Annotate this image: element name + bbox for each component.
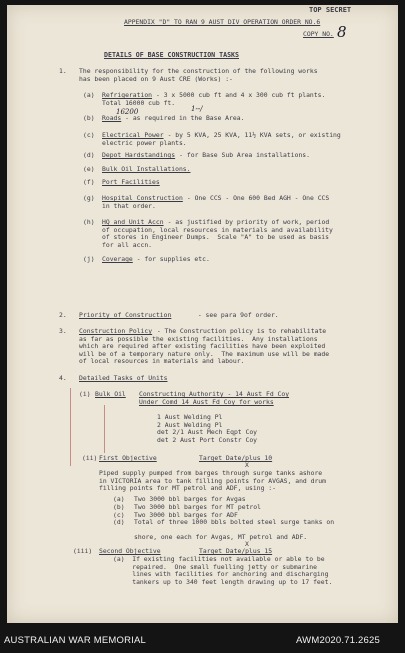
sub-ii-heading: First Objective	[99, 454, 157, 462]
item-letter: (c)	[83, 131, 95, 139]
item-text: - as justified by priority of work, period	[163, 218, 330, 226]
para-1-intro-2: has been placed on 9 Aust CRE (Works) :-	[79, 75, 233, 83]
handwritten-total: 16200	[116, 108, 139, 116]
sub-ii-line: Piped supply pumped from barges through surge tanks ashore	[99, 469, 323, 477]
item-heading: Bulk Oil Installations.	[102, 165, 191, 173]
footer-bar	[0, 628, 405, 653]
para-3-heading: Construction Policy	[79, 327, 153, 335]
document-title: DETAILS OF BASE CONSTRUCTION TASKS	[104, 51, 239, 59]
para-2-text: - see para 9of order.	[194, 311, 279, 319]
sub-iii-number: (iii)	[73, 547, 93, 555]
unit-item: 2 Aust Welding Pl	[157, 420, 223, 429]
barge-text: Two 3000 bbl barges for ADF	[134, 510, 238, 519]
item-heading: Port Facilities	[102, 178, 160, 186]
barge-text: Two 3000 bbl barges for Avgas	[134, 495, 246, 503]
para-2-number: 2.	[59, 311, 67, 319]
item-letter: (d)	[83, 151, 95, 159]
item-text: for all accn.	[102, 240, 153, 249]
unit-item: det 2 Aust Port Constr Coy	[157, 435, 258, 444]
sub-iii-mark: X	[245, 540, 249, 548]
item-letter: (h)	[83, 218, 95, 226]
sub-ii-target: Target Date/plus 10	[199, 454, 273, 462]
sub-i-heading: Bulk Oil	[95, 390, 126, 398]
item-text: - by 5 KVA, 25 KVA, 11½ KVA sets, or existing	[163, 131, 341, 139]
item-letter: (b)	[83, 114, 95, 122]
item-letter: (f)	[83, 178, 95, 186]
barge-d-continued: shore, one each for Avgas, MT petrol and ADF.	[134, 533, 308, 541]
item-text: of stores in Engineer Dumps. Scale "A" to be used as basis	[102, 233, 330, 242]
barge-letter: (c)	[113, 510, 125, 519]
sub-iii-line: (a) If existing facilities not available or able to be	[113, 555, 325, 563]
item-text: - One CCS - One 600 Bed AGH - One CCS	[183, 194, 330, 202]
item-heading: Refrigeration	[102, 91, 153, 99]
classification-label: TOP SECRET	[309, 6, 352, 14]
item-text: - for Base Sub Area installations.	[175, 151, 310, 159]
document-page	[7, 5, 398, 623]
sub-i-command: Under Comd 14 Aust Fd Coy for works	[139, 398, 274, 406]
item-text: - as required in the Base Area.	[121, 114, 245, 122]
sub-iii-target: Target Date/plus 15	[199, 547, 273, 555]
copy-label: COPY NO.	[303, 30, 334, 38]
para-1-number: 1.	[59, 67, 67, 75]
footer-source: AUSTRALIAN WAR MEMORIAL	[4, 635, 147, 646]
para-3-number: 3.	[59, 327, 67, 335]
item-heading: Hospital Construction	[102, 194, 183, 202]
barge-letter: (a)	[113, 495, 125, 503]
para-3-line: which are required after existing facilities have been exploited	[79, 342, 326, 351]
sub-ii-number: (ii)	[82, 454, 98, 462]
para-2-heading: Priority of Construction	[79, 311, 172, 319]
appendix-heading: APPENDIX "D" TO RAN 9 AUST DIV OPERATION ORDER NO.6	[124, 18, 321, 26]
barge-letter: (d)	[113, 518, 125, 527]
sub-ii-mark: X	[245, 461, 249, 469]
item-text: in that order.	[102, 201, 156, 210]
barge-text: Two 3000 bbl barges for MT petrol	[134, 502, 261, 511]
margin-line	[104, 405, 105, 453]
item-letter: (g)	[83, 194, 95, 202]
barge-text: Total of three 1000 bbls bolted steel surge tanks on	[134, 518, 335, 527]
item-heading: HQ and Unit Accn	[102, 218, 164, 226]
sub-i-authority: Constructing Authority - 14 Aust Fd Coy	[139, 390, 290, 398]
sub-ii-line: filling points for MT petrol and ADF, using :-	[99, 484, 276, 493]
sub-iii-line: repaired. One small fuelling jetty or submarine	[113, 562, 317, 571]
barge-letter: (b)	[113, 502, 125, 511]
item-text: electric power plants.	[102, 138, 187, 147]
para-1-intro: The responsibility for the construction of the following works	[79, 67, 318, 75]
sub-ii-line: in VICTORIA area to tank filling points for AVGAS, and drum	[99, 476, 327, 485]
item-text: Total 16000 cub ft.	[102, 98, 176, 107]
copy-number: 8	[337, 23, 347, 41]
item-heading: Depot Hardstandings	[102, 151, 176, 159]
footer-accession: AWM2020.71.2625	[296, 635, 380, 646]
item-text: - 3 x 5000 cub ft and 4 x 300 cub ft plants.	[152, 91, 326, 99]
item-letter: (e)	[83, 165, 95, 173]
para-3-line: as far as possible the existing facilities. Any installations	[79, 334, 318, 343]
item-heading: Roads	[102, 114, 122, 122]
sub-iii-heading: Second Objective	[99, 547, 161, 555]
item-text: - for supplies etc.	[132, 255, 210, 263]
item-heading: Coverage	[102, 255, 133, 263]
para-3-line: - The Construction policy is to rehabilitate	[153, 327, 327, 335]
item-heading: Electrical Power	[102, 131, 164, 139]
para-3-line: will be of a temporary nature only. The maximum use will be made	[79, 349, 330, 358]
unit-item: 1 Aust Welding Pl	[157, 413, 223, 421]
para-4-heading: Detailed Tasks of Units	[79, 374, 168, 382]
unit-item: det 2/1 Aust Mech Eqpt Coy	[157, 428, 258, 437]
para-4-number: 4.	[59, 374, 67, 382]
sub-iii-line: tankers up to 340 feet length drawing up to 17 feet.	[113, 577, 333, 586]
item-text: of occupation, local resources in materials and availability	[102, 225, 333, 234]
item-letter: (j)	[83, 255, 95, 263]
margin-line	[70, 388, 71, 466]
item-letter: (a)	[83, 91, 95, 99]
sub-iii-line: lines with facilities for anchoring and discharging	[113, 570, 329, 579]
sub-i-number: (i)	[79, 390, 91, 398]
para-3-line: of local resources in materials and labour.	[79, 357, 245, 366]
handwritten-mark: 1--/	[191, 105, 203, 113]
